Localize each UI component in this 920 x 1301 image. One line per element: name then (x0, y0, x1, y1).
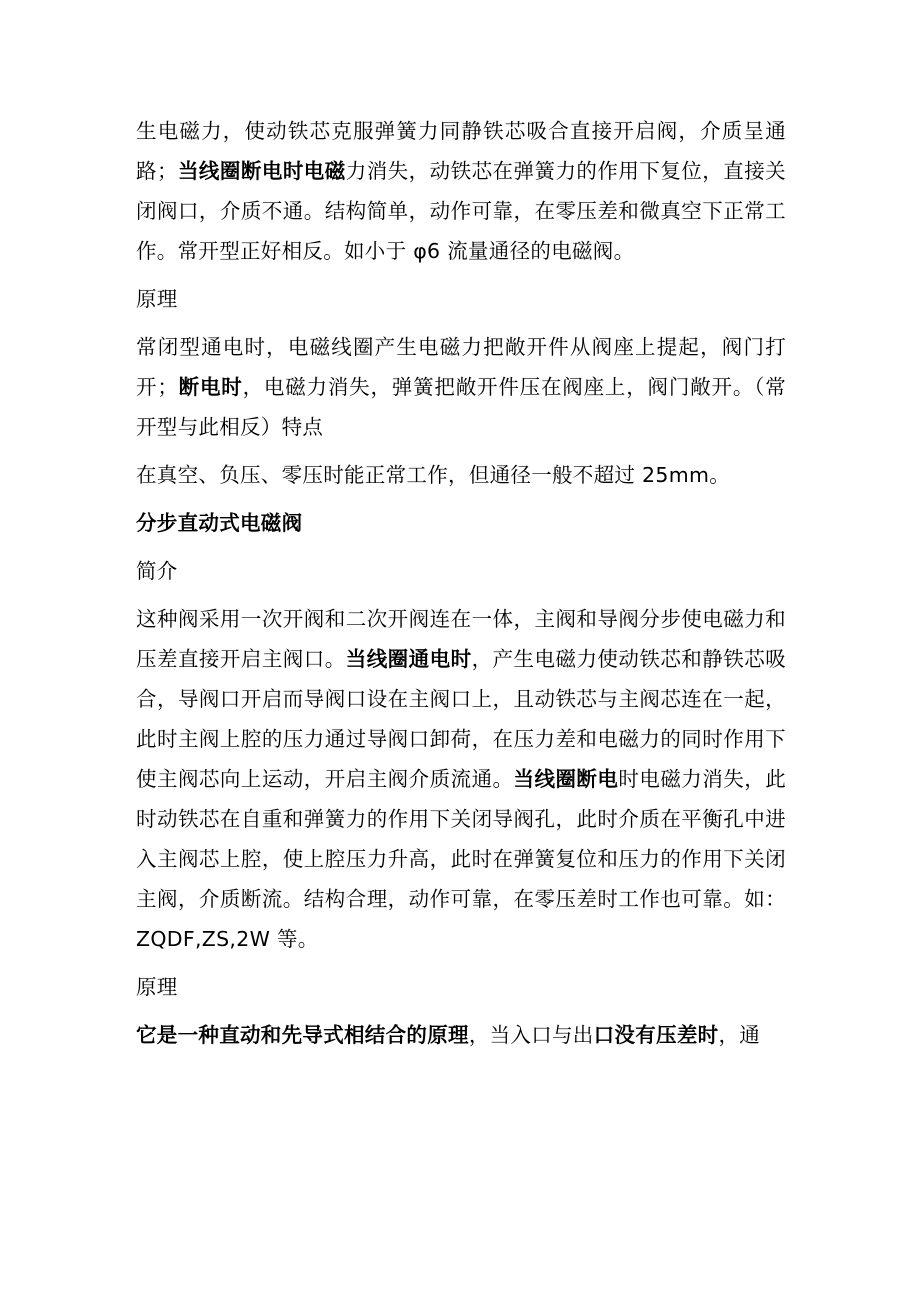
label-introduction (136, 551, 786, 591)
text-segment: 时电磁力消失，此时动铁芯在自重和弹簧力的作用下关闭导阀孔，此时介质在平衡孔中进入主阀芯上腔，使上腔压力升高，此时在弹簧复位和压力的作用下关闭主阀，介质断流。结构合理，动作可靠，在零压差时工作也可靠。如：ZQDF,ZS,2W 等。 (136, 767, 787, 951)
bold-text-segment: 断电时 (178, 375, 243, 399)
text-segment: 常闭型通电时，电磁线圈产生电磁力把敞开件从阀座上提起，阀门打开； (136, 335, 786, 399)
text-segment: ，产生电磁力使动铁芯和静铁芯吸合，导阀口开启而导阀口设在主阀口上，且动铁芯与主阀芯连在一起，此时主阀上腔的压力通过导阀口卸荷，在压力差和电磁力的同时作用下使主阀芯向上运动，开启主阀介质流通。 (136, 647, 786, 791)
paragraph-stepped-description (136, 599, 786, 959)
heading-text: 分步直动式电磁阀 (136, 511, 303, 535)
bold-text-segment: 当线圈通电时 (345, 647, 472, 671)
bold-text-segment: 口没有压差时 (593, 1023, 719, 1047)
paragraph-stepped-principle (136, 1015, 786, 1055)
paragraph-principle-normally-closed (136, 327, 786, 447)
paragraph-direct-acting-description (136, 111, 786, 271)
text-segment: 原理 (136, 287, 178, 311)
text-segment: ，当入口与出 (468, 1023, 594, 1047)
text-segment: 在真空、负压、零压时能正常工作，但通径一般不超过 25mm。 (136, 463, 731, 487)
paragraph-features (136, 455, 786, 495)
bold-text-segment: 当线圈断电 (513, 767, 619, 791)
text-segment: 原理 (136, 975, 178, 999)
bold-text-segment: 当线圈断电时电磁 (177, 159, 346, 183)
text-segment: 这种阀采用一次开阀和二次开阀连在一体，主阀和导阀分步使电磁力和压差直接开启主阀口。 (136, 607, 786, 671)
text-segment: ，电磁力消失，弹簧把敞开件压在阀座上，阀门敞开。（常开型与此相反）特点 (136, 375, 786, 439)
section-heading-stepped-direct-acting (136, 503, 786, 543)
label-principle-2 (136, 967, 786, 1007)
text-segment: 生电磁力，使动铁芯克服弹簧力同静铁芯吸合直接开启阀，介质呈通路； (136, 119, 786, 183)
document-body (136, 111, 786, 1055)
text-segment: 力消失，动铁芯在弹簧力的作用下复位，直接关闭阀口，介质不通。结构简单，动作可靠，在零压差和微真空下正常工作。常开型正好相反。如小于 φ6 流量通径的电磁阀。 (136, 159, 786, 263)
label-principle (136, 279, 786, 319)
bold-text-segment: 它是一种直动和先导式相结合的原理 (136, 1023, 469, 1047)
text-segment: ，通 (718, 1023, 761, 1047)
text-segment: 简介 (136, 559, 178, 583)
